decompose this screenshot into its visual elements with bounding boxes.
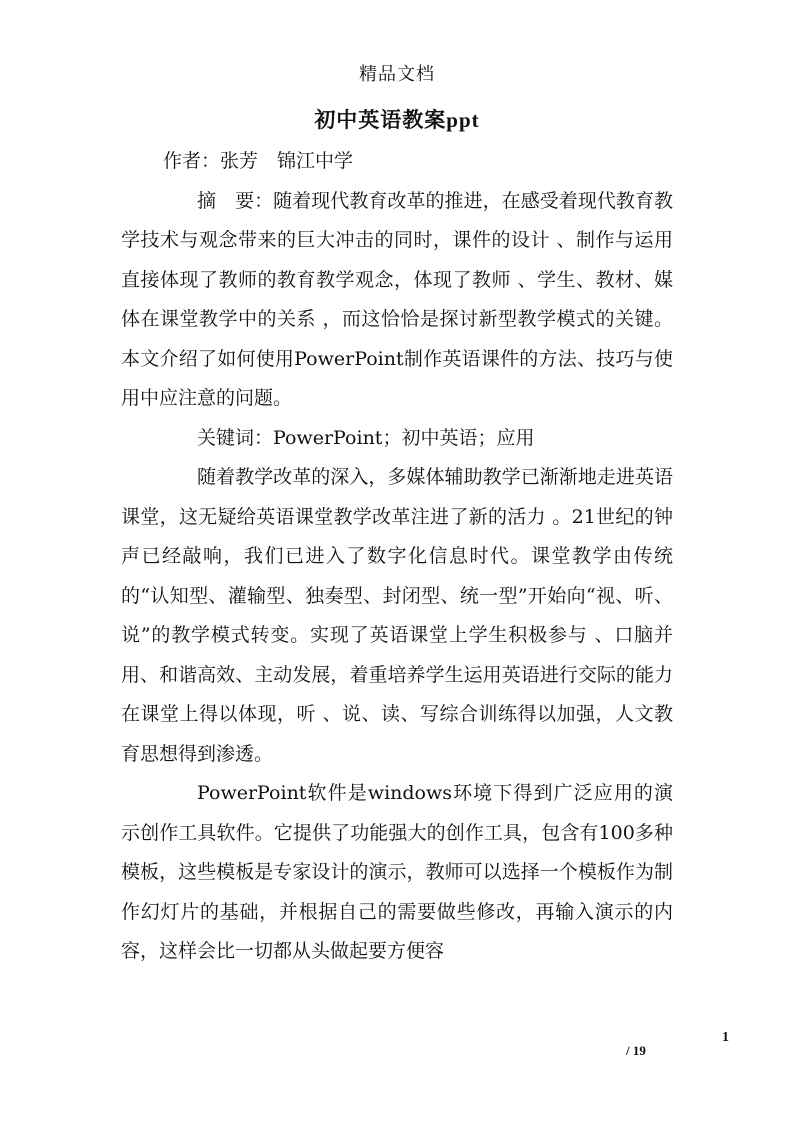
body-paragraph-2: PowerPoint软件是windows环境下得到广泛应用的演示创作工具软件。它提供了功能强大的创作工具，包含有100多种模板，这些模板是专家设计的演示，教师可以选择一个模板作为制作幻灯片的基础，并根据自己的需要做些修改，再输入演示的内容，这样会比一切都从头做起要方便容 bbox=[121, 782, 673, 962]
body-paragraph-1: 随着教学改革的深入，多媒体辅助教学已渐渐地走进英语课堂，这无疑给英语课堂教学改革注进了新的活力 。21世纪的钟声已经敲响，我们已进入了数字化信息时代。课堂教学由传统的“认知型、灌输型、独奏型、封闭型、统一型”开始向“视、听、说”的教学模式转变。实现了英语课堂上学生积极参与 、口脑并用、和谐高效、主动发展，着重培养学生运用英语进行交际的能力在课堂上得以体现，听 、说、读、写综合训练得以加强，人文教育思想得到渗透。 bbox=[121, 466, 673, 765]
abstract-paragraph: 摘 要：随着现代教育改革的推进，在感受着现代教育教学技术与观念带来的巨大冲击的同时，课件的设计 、制作与运用直接体现了教师的教育教学观念，体现了教师 、学生、教材、媒体在课堂教学中的关系 ，而这恰恰是探讨新型教学模式的关键。本文介绍了如何使用PowerPoint制作英语课件的方法、技巧与使用中应注意的问题。 bbox=[121, 189, 673, 409]
author-line: 作者：张芳 锦江中学 bbox=[163, 150, 354, 172]
document-title: 初中英语教案ppt bbox=[314, 108, 480, 132]
header-label: 精品文档 bbox=[359, 64, 435, 85]
keywords-line: 关键词：PowerPoint；初中英语；应用 bbox=[197, 426, 535, 449]
page-total: / 19 bbox=[626, 1043, 646, 1058]
page-number: 1 bbox=[722, 1030, 729, 1045]
document-body bbox=[121, 142, 673, 972]
